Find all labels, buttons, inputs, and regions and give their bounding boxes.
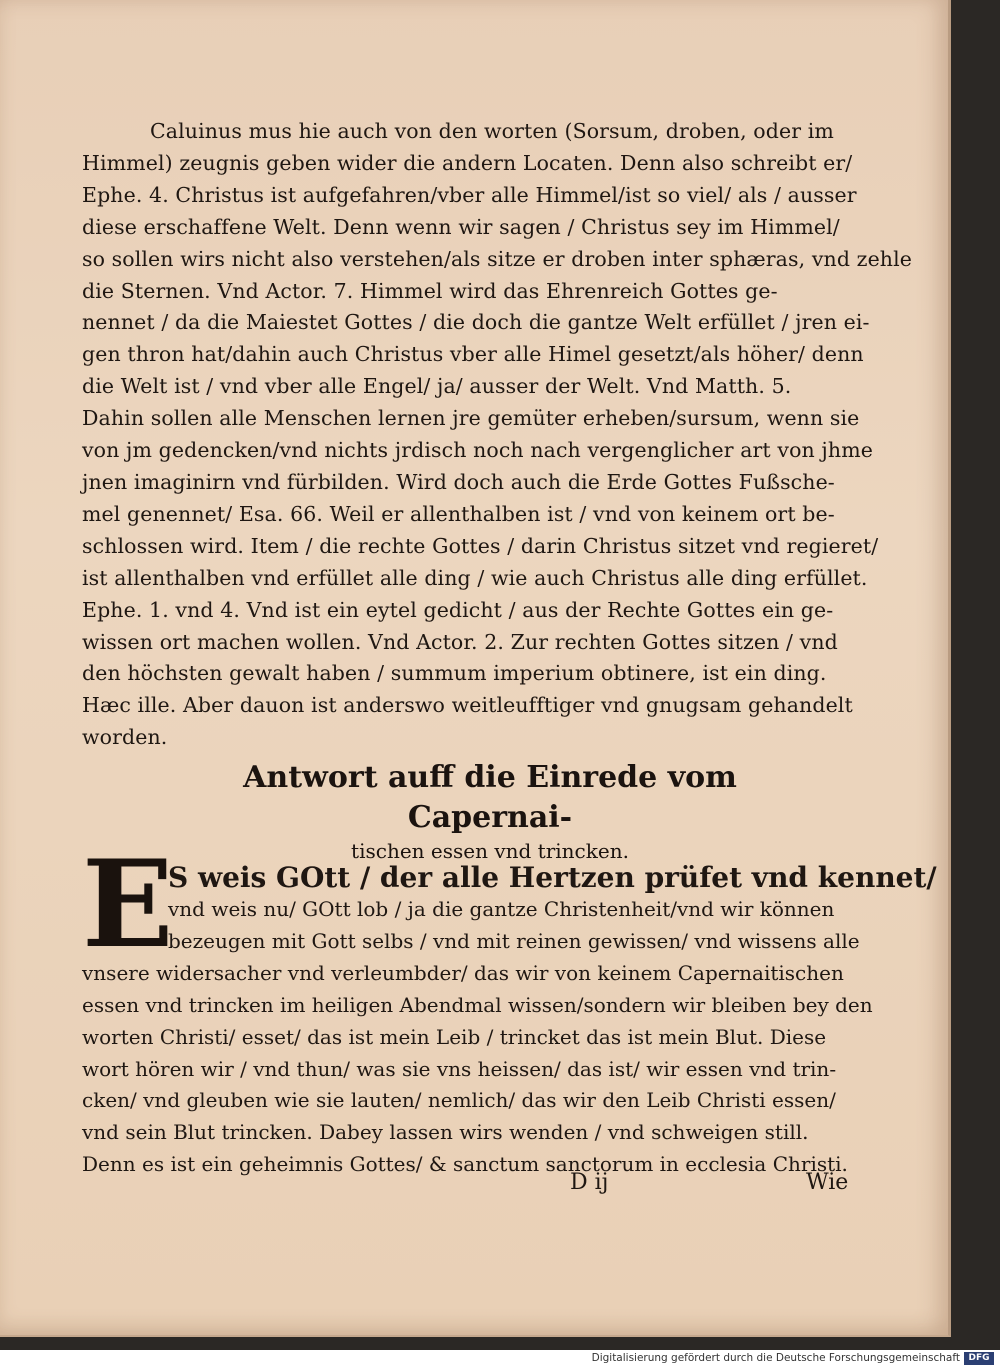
text-line: cken/ vnd gleuben wie sie lauten/ nemlich/ das wir den Leib Christi essen/ — [82, 1088, 836, 1113]
text-line: jnen imaginirn vnd fürbilden. Wird doch auch die Erde Gottes Fußsche- — [82, 469, 835, 494]
footer-credit: Digitalisierung gefördert durch die Deutsche Forschungsgemeinschaft — [591, 1352, 960, 1364]
text-line: diese erschaffene Welt. Denn wenn wir sagen / Christus sey im Himmel/ — [82, 214, 840, 239]
text-line: essen vnd trincken im heiligen Abendmal wissen/sondern wir bleiben bey den — [82, 992, 873, 1017]
text-line: Denn es ist ein geheimnis Gottes/ & sanctum sanctorum in ecclesia Christi. — [82, 1152, 848, 1177]
heading-line-1: Antwort auff die Einrede vom Capernai- — [243, 760, 737, 835]
paragraph-2 — [82, 861, 937, 1181]
section-heading — [180, 758, 800, 864]
text-line: Hæc ille. Aber dauon ist anderswo weitleufftiger vnd gnugsam gehandelt — [82, 693, 853, 718]
text-line: Ephe. 1. vnd 4. Vnd ist ein eytel gedicht / aus der Rechte Gottes ein ge- — [82, 597, 834, 622]
text-line: vnsere widersacher vnd verleumbder/ das wir von keinem Capernaitischen — [82, 960, 844, 985]
text-line: worten Christi/ esset/ das ist mein Leib / trincket das ist mein Blut. Diese — [82, 1024, 827, 1049]
text-line: die Welt ist / vnd vber alle Engel/ ja/ ausser der Welt. Vnd Matth. 5. — [82, 374, 792, 399]
text-line: vnd sein Blut trincken. Dabey lassen wirs wenden / vnd schweigen still. — [82, 1120, 809, 1145]
text-line: ist allenthalben vnd erfüllet alle ding / wie auch Christus alle ding erfüllet. — [82, 565, 868, 590]
paragraph-2-line: S weis GOtt / der alle Hertzen prüfet vnd kennet/ — [168, 861, 937, 894]
text-line: Caluinus mus hie auch von den worten (Sorsum, droben, oder im — [150, 119, 834, 143]
text-line: vnd weis nu/ GOtt lob / ja die gantze Christenheit/vnd wir können — [168, 897, 835, 921]
text-line: den höchsten gewalt haben / summum imperium obtinere, ist ein ding. — [82, 661, 827, 686]
text-line: gen thron hat/dahin auch Christus vber alle Himel gesetzt/als höher/ denn — [82, 342, 864, 367]
signature-mark: D ij — [570, 1170, 609, 1195]
text-line: die Sternen. Vnd Actor. 7. Himmel wird das Ehrenreich Gottes ge- — [82, 278, 778, 303]
text-line: nennet / da die Maiestet Gottes / die doch die gantze Welt erfüllet / jren ei- — [82, 310, 870, 335]
text-line: wissen ort machen wollen. Vnd Actor. 2. Zur rechten Gottes sitzen / vnd — [82, 629, 838, 654]
decorated-initial: E — [82, 834, 174, 975]
text-line: Himmel) zeugnis geben wider die andern Locaten. Denn also schreibt er/ — [82, 150, 853, 175]
text-line: schlossen wird. Item / die rechte Gottes / darin Christus sitzet vnd regieret/ — [82, 533, 879, 558]
paragraph-1 — [82, 116, 912, 754]
text-line: bezeugen mit Gott selbs / vnd mit reinen gewissen/ vnd wissens alle — [168, 928, 860, 953]
text-line: von jm gedencken/vnd nichts jrdisch noch nach vergenglicher art von jhme — [82, 438, 873, 463]
text-line: mel genennet/ Esa. 66. Weil er allenthalben ist / vnd von keinem ort be- — [82, 501, 835, 526]
text-line: wort hören wir / vnd thun/ was sie vns heissen/ das ist/ wir essen vnd trin- — [82, 1056, 837, 1081]
text-line: so sollen wirs nicht also verstehen/als sitze er droben inter sphæras, vnd zehle — [82, 246, 912, 271]
dfg-logo: DFG — [964, 1352, 994, 1365]
text-line: Ephe. 4. Christus ist aufgefahren/vber alle Himmel/ist so viel/ als / ausser — [82, 182, 857, 207]
heading-line-2: tischen essen vnd trincken. — [351, 839, 629, 863]
text-line: Dahin sollen alle Menschen lernen jre gemüter erheben/sursum, wenn sie — [82, 406, 860, 431]
catchword: Wie — [806, 1170, 849, 1195]
text-line: worden. — [82, 725, 168, 750]
